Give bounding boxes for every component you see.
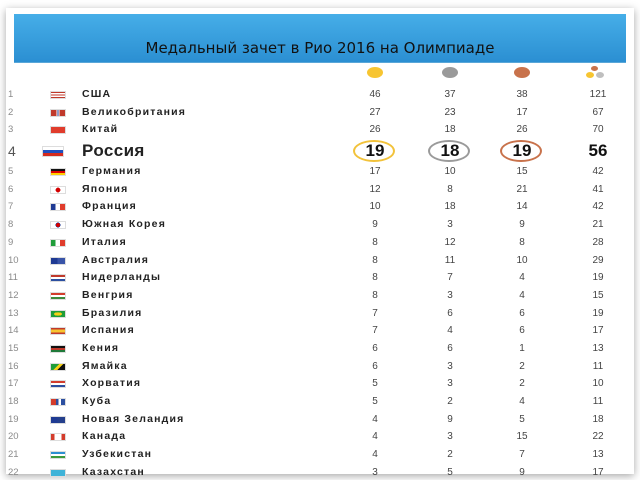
bronze-medal-icon [514,67,530,78]
rank-label: 4 [8,143,16,160]
rank-label: 22 [8,466,19,478]
flag-korea-icon [50,221,66,229]
gold-count: 46 [369,89,381,100]
flag-brazil-icon [50,310,66,318]
flag-canada-icon [50,433,66,441]
bronze-count: 17 [516,106,528,118]
silver-count: 3 [447,360,453,372]
gold-count: 8 [372,236,378,248]
table-row [0,269,640,287]
silver-count: 18 [444,201,456,213]
gold-count: 4 [372,413,378,425]
table-row [0,305,640,323]
rank-label: 12 [8,289,19,301]
silver-count: 2 [447,396,453,407]
flag-kenya-icon [50,345,66,353]
gold-count: 6 [372,342,378,354]
silver-count: 3 [447,289,453,301]
gold-count: 7 [372,325,378,337]
flag-usa-icon [50,91,66,99]
silver-count: 23 [444,106,456,118]
country-name: Великобритания [82,105,187,118]
table-row [0,411,640,429]
table-row [0,322,640,340]
country-name: Бразилия [82,306,143,319]
gold-count: 19 [365,141,385,161]
country-name: Ямайка [82,359,128,372]
rank-label: 13 [8,307,19,319]
bronze-count: 6 [519,325,525,337]
country-name: Австралия [82,253,150,266]
gold-count: 3 [372,466,378,478]
bronze-count: 7 [519,449,525,461]
country-name: Франция [82,200,137,213]
gold-medal-icon [367,67,383,78]
medal-table [0,86,640,480]
gold-count: 8 [372,272,378,284]
table-row [0,358,640,376]
rank-label: 1 [8,89,14,100]
silver-count: 10 [444,166,456,178]
total-count: 15 [592,289,604,301]
total-medals-icon [586,66,608,80]
silver-count: 18 [440,141,460,161]
table-row [0,428,640,446]
bronze-count: 14 [516,201,528,213]
gold-count: 4 [372,431,378,443]
total-count: 11 [592,360,604,372]
total-count: 19 [592,307,604,319]
silver-count: 12 [444,236,456,248]
total-count: 19 [592,272,604,284]
gold-count: 4 [372,449,378,461]
flag-kazakhstan-icon [50,469,66,477]
country-name: Хорватия [82,377,142,390]
total-count: 29 [592,254,604,266]
flag-jamaica-icon [50,363,66,371]
silver-count: 3 [447,219,453,231]
silver-count: 5 [447,466,453,478]
bronze-count: 15 [516,431,528,443]
bronze-count: 1 [519,342,525,354]
total-count: 10 [592,378,604,390]
table-row [0,252,640,270]
bronze-count: 38 [516,89,528,100]
table-row [0,464,640,480]
total-count: 13 [592,449,604,461]
flag-hungary-icon [50,292,66,300]
gold-count: 7 [372,307,378,319]
rank-label: 15 [8,342,19,354]
country-name: Казахстан [82,465,145,478]
silver-count: 3 [447,431,453,443]
country-name: Испания [82,324,135,337]
bronze-count: 6 [519,307,525,319]
table-row [0,234,640,252]
flag-russia-icon [42,146,64,157]
page-title: Медальный зачет в Рио 2016 на Олимпиаде [145,39,495,57]
total-count: 56 [588,141,608,161]
flag-newzealand-icon [50,416,66,424]
country-name: Канада [82,430,127,443]
rank-label: 3 [8,124,14,136]
flag-uk-icon [50,109,66,117]
total-count: 18 [592,413,604,425]
bronze-count: 2 [519,378,525,390]
silver-count: 9 [447,413,453,425]
bronze-count: 2 [519,360,525,372]
table-row [0,393,640,411]
rank-label: 9 [8,236,14,248]
rank-label: 16 [8,360,19,372]
silver-count: 3 [447,378,453,390]
gold-count: 10 [369,201,381,213]
silver-count: 4 [447,325,453,337]
country-name: США [82,88,112,100]
total-count: 17 [592,466,604,478]
country-name: Россия [82,141,145,161]
flag-netherlands-icon [50,274,66,282]
rank-label: 19 [8,413,19,425]
table-row [0,287,640,305]
table-row [0,121,640,139]
gold-count: 26 [369,124,381,136]
rank-label: 14 [8,325,19,337]
bronze-count: 4 [519,289,525,301]
flag-australia-icon [50,257,66,265]
gold-count: 9 [372,219,378,231]
country-name: Япония [82,182,129,195]
rank-label: 17 [8,378,19,390]
rank-label: 11 [8,272,18,284]
country-name: Китай [82,123,119,136]
rank-label: 6 [8,183,14,195]
flag-japan-icon [50,186,66,194]
rank-label: 20 [8,431,19,443]
rank-label: 21 [8,449,19,461]
table-row [0,216,640,234]
gold-count: 12 [369,183,381,195]
bronze-count: 9 [519,219,525,231]
table-row [0,86,640,104]
table-row [0,104,640,122]
table-row [0,139,640,163]
country-name: Германия [82,165,142,178]
gold-count: 8 [372,289,378,301]
bronze-count: 4 [519,396,525,407]
gold-count: 8 [372,254,378,266]
gold-count: 17 [369,166,381,178]
bronze-count: 19 [512,141,532,161]
silver-count: 6 [447,342,453,354]
gold-count: 6 [372,360,378,372]
silver-count: 7 [447,272,453,284]
rank-label: 7 [8,201,14,213]
country-name: Нидерланды [82,271,162,284]
total-count: 67 [592,106,604,118]
title-banner [14,14,626,62]
country-name: Куба [82,395,112,407]
table-row [0,446,640,464]
bronze-count: 10 [516,254,528,266]
bronze-count: 8 [519,236,525,248]
gold-count: 27 [369,106,381,118]
total-count: 28 [592,236,604,248]
table-row [0,163,640,181]
flag-france-icon [50,203,66,211]
flag-spain-icon [50,327,66,335]
bronze-count: 5 [519,413,525,425]
silver-medal-icon [442,67,458,78]
total-count: 22 [592,431,604,443]
country-name: Венгрия [82,288,134,301]
table-row [0,375,640,393]
bronze-count: 15 [516,166,528,178]
silver-count: 2 [447,449,453,461]
table-row [0,198,640,216]
bronze-count: 4 [519,272,525,284]
total-count: 11 [592,396,604,407]
flag-italy-icon [50,239,66,247]
flag-cuba-icon [50,398,66,406]
silver-count: 18 [444,124,456,136]
total-count: 42 [592,201,604,213]
gold-count: 5 [372,378,378,390]
total-count: 121 [589,89,607,100]
bronze-count: 26 [516,124,528,136]
flag-germany-icon [50,168,66,176]
total-count: 21 [592,219,604,231]
silver-count: 8 [447,183,453,195]
country-name: Кения [82,341,120,354]
table-row [0,181,640,199]
country-name: Узбекистан [82,448,153,461]
rank-label: 18 [8,396,19,407]
total-count: 17 [592,325,604,337]
bronze-count: 9 [519,466,525,478]
country-name: Новая Зеландия [82,412,185,425]
total-count: 41 [592,183,604,195]
flag-china-icon [50,126,66,134]
flag-uzbekistan-icon [50,451,66,459]
gold-count: 5 [372,396,378,407]
country-name: Италия [82,235,127,248]
silver-count: 37 [444,89,456,100]
silver-count: 11 [444,254,456,266]
bronze-count: 21 [516,183,528,195]
banner-divider [14,62,626,63]
total-count: 42 [592,166,604,178]
silver-count: 6 [447,307,453,319]
rank-label: 2 [8,106,14,118]
rank-label: 10 [8,254,19,266]
rank-label: 8 [8,219,14,231]
rank-label: 5 [8,166,14,178]
table-row [0,340,640,358]
total-count: 13 [592,342,604,354]
flag-croatia-icon [50,380,66,388]
total-count: 70 [592,124,604,136]
country-name: Южная Корея [82,218,167,231]
